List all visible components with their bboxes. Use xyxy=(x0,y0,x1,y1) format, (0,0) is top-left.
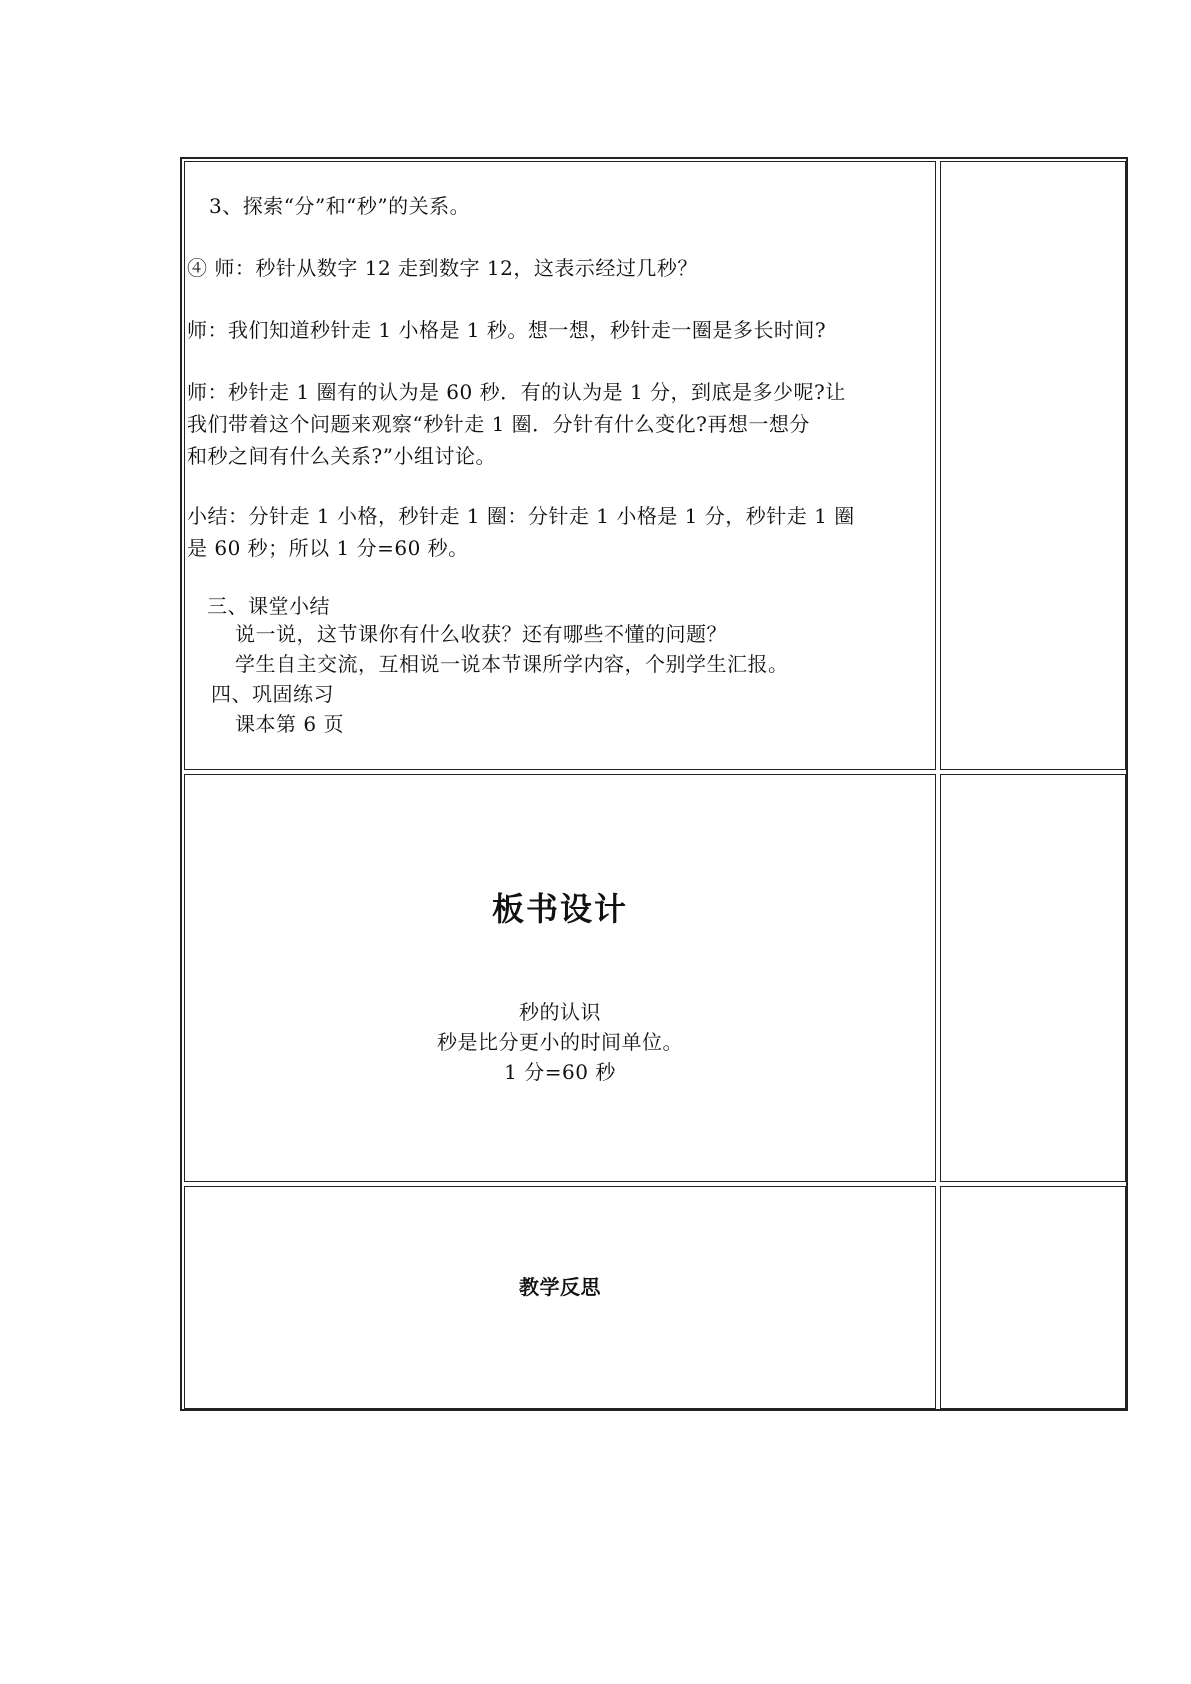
board-line: 秒是比分更小的时间单位。 xyxy=(437,1030,683,1054)
reflection-cell xyxy=(184,1186,936,1409)
process-line: ④ 师：秒针从数字 12 走到数字 12，这表示经过几秒？ xyxy=(187,256,698,280)
process-line: 学生自主交流，互相说一说本节课所学内容，个别学生汇报。 xyxy=(235,652,789,676)
board-design-heading: 板书设计 xyxy=(491,890,628,928)
board-design-cell xyxy=(184,774,936,1182)
process-cell xyxy=(184,161,936,770)
process-line: 师：秒针走 1 圈有的认为是 60 秒．有的认为是 1 分，到底是多少呢?让 xyxy=(187,380,846,404)
reflection-notes-cell xyxy=(940,1186,1126,1409)
process-line: 3、探索“分”和“秒”的关系。 xyxy=(209,194,471,218)
board-line: 秒的认识 xyxy=(519,1000,601,1024)
board-notes-cell xyxy=(940,774,1126,1182)
reflection-heading: 教学反思 xyxy=(519,1275,601,1299)
process-line: 课本第 6 页 xyxy=(235,712,344,736)
board-line: 1 分=60 秒 xyxy=(504,1060,616,1084)
process-line: 我们带着这个问题来观察“秒针走 1 圈．分针有什么变化?再想一想分 xyxy=(187,412,810,436)
lesson-table xyxy=(180,157,1128,1411)
process-line: 师：我们知道秒针走 1 小格是 1 秒。想一想，秒针走一圈是多长时间? xyxy=(187,318,827,342)
section-heading: 四、巩固练习 xyxy=(211,682,334,706)
section-heading: 三、课堂小结 xyxy=(207,594,330,618)
process-line: 是 60 秒；所以 1 分=60 秒。 xyxy=(187,536,469,560)
process-line: 说一说，这节课你有什么收获？还有哪些不懂的问题？ xyxy=(235,622,727,646)
process-line: 小结：分针走 1 小格，秒针走 1 圈：分针走 1 小格是 1 分，秒针走 1 圈 xyxy=(187,504,855,528)
process-line: 和秒之间有什么关系?”小组讨论。 xyxy=(187,444,496,468)
notes-cell xyxy=(940,161,1126,770)
